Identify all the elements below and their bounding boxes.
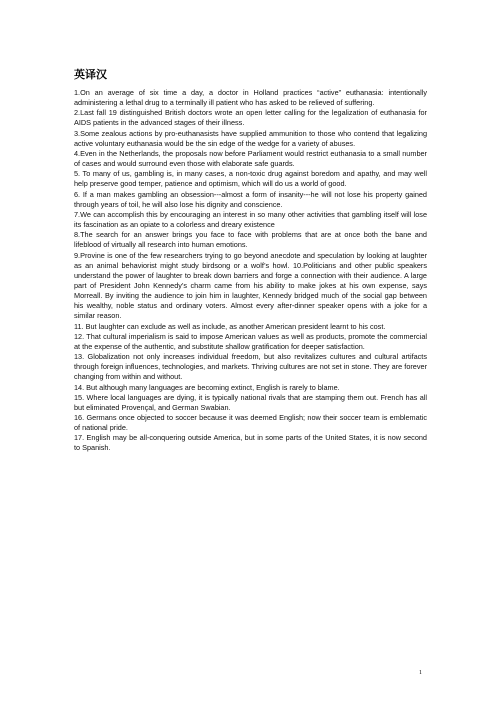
paragraph: 6. If a man makes gambling an obsession---almost a form of insanity---he will not lose his property gained through years of toil, he will also lose his dignity and conscience. [74,189,427,209]
paragraph: 13. Globalization not only increases individual freedom, but also revitalizes cultures and cultural artifacts through foreign influences, technologies, and markets. Thriving cultures are not set in stone. They are forever changing from within and without. [74,352,427,382]
paragraph: 3.Some zealous actions by pro-euthanasists have supplied ammunition to those who contend that legalizing active voluntary euthanasia would be the sin edge of the wedge for a variety of abuses. [74,128,427,148]
page-number-footer [0,670,496,676]
page-number: 1 [419,670,422,676]
paragraph: 7.We can accomplish this by encouraging an interest in so many other activities that gambling itself will lose its fascination as an opiate to a colorless and dreary existence [74,209,427,230]
paragraph: 5. To many of us, gambling is, in many cases, a non-toxic drug against boredom and apathy, and may well help preserve good temper, patience and optimism, which will do us a world of good. [74,169,427,189]
paragraph: 16. Germans once objected to soccer because it was deemed English; now their soccer team is emblematic of national pride. [74,413,427,433]
paragraph: 14. But although many languages are becoming extinct, English is rarely to blame. [74,382,340,392]
paragraph: 2.Last fall 19 distinguished British doctors wrote an open letter calling for the legalization of euthanasia for AIDS patients in the advanced stages of their illness. [74,108,427,128]
paragraph: 4.Even in the Netherlands, the proposals now before Parliament would restrict euthanasia to a small number of cases and would surround even those with elaborate safe guards. [74,148,427,169]
paragraph: 12. That cultural imperialism is said to impose American values as well as products, promote the commercial at the expense of the authentic, and substitute shallow gratification for deeper satisfaction. [74,331,427,351]
paragraph: 15. Where local languages are dying, it is typically national rivals that are stamping them out. French has all but eliminated Provençal, and German Swabian. [74,392,427,412]
paragraph: 17. English may be all-conquering outside America, but in some parts of the United States, it is now second to Spanish. [74,433,427,453]
paragraph: 9.Provine is one of the few researchers trying to go beyond anecdote and speculation by looking at laughter as an animal behaviorist might study birdsong or a wolf’s howl. 10.Politicians and other public speakers understand the power of laughter to break down barriers and forge a connection with their audience. A large part of President John Kennedy’s charm came from his ability to make jokes at his own expense, says Morreall. By inviting the audience to join him in laughter, Kennedy bridged much of the social gap between his wealthy, noble status and ordinary voters. Almost every after-dinner speaker opens with a joke for a similar reason. [74,250,427,321]
paragraph: 11. But laughter can exclude as well as include, as another American president learnt to his cost. [74,321,386,331]
page-title: 英译汉 [74,68,107,81]
paragraph: 8.The search for an answer brings you face to face with problems that are at once both the bane and lifeblood of virtually all research into human emotions. [74,230,427,250]
document-body [74,88,427,454]
paragraph: 1.On an average of six time a day, a doctor in Holland practices “active” euthanasia: intentionally administering a lethal drug to a terminally ill patient who has asked to be relieved of suffering. [74,88,427,108]
